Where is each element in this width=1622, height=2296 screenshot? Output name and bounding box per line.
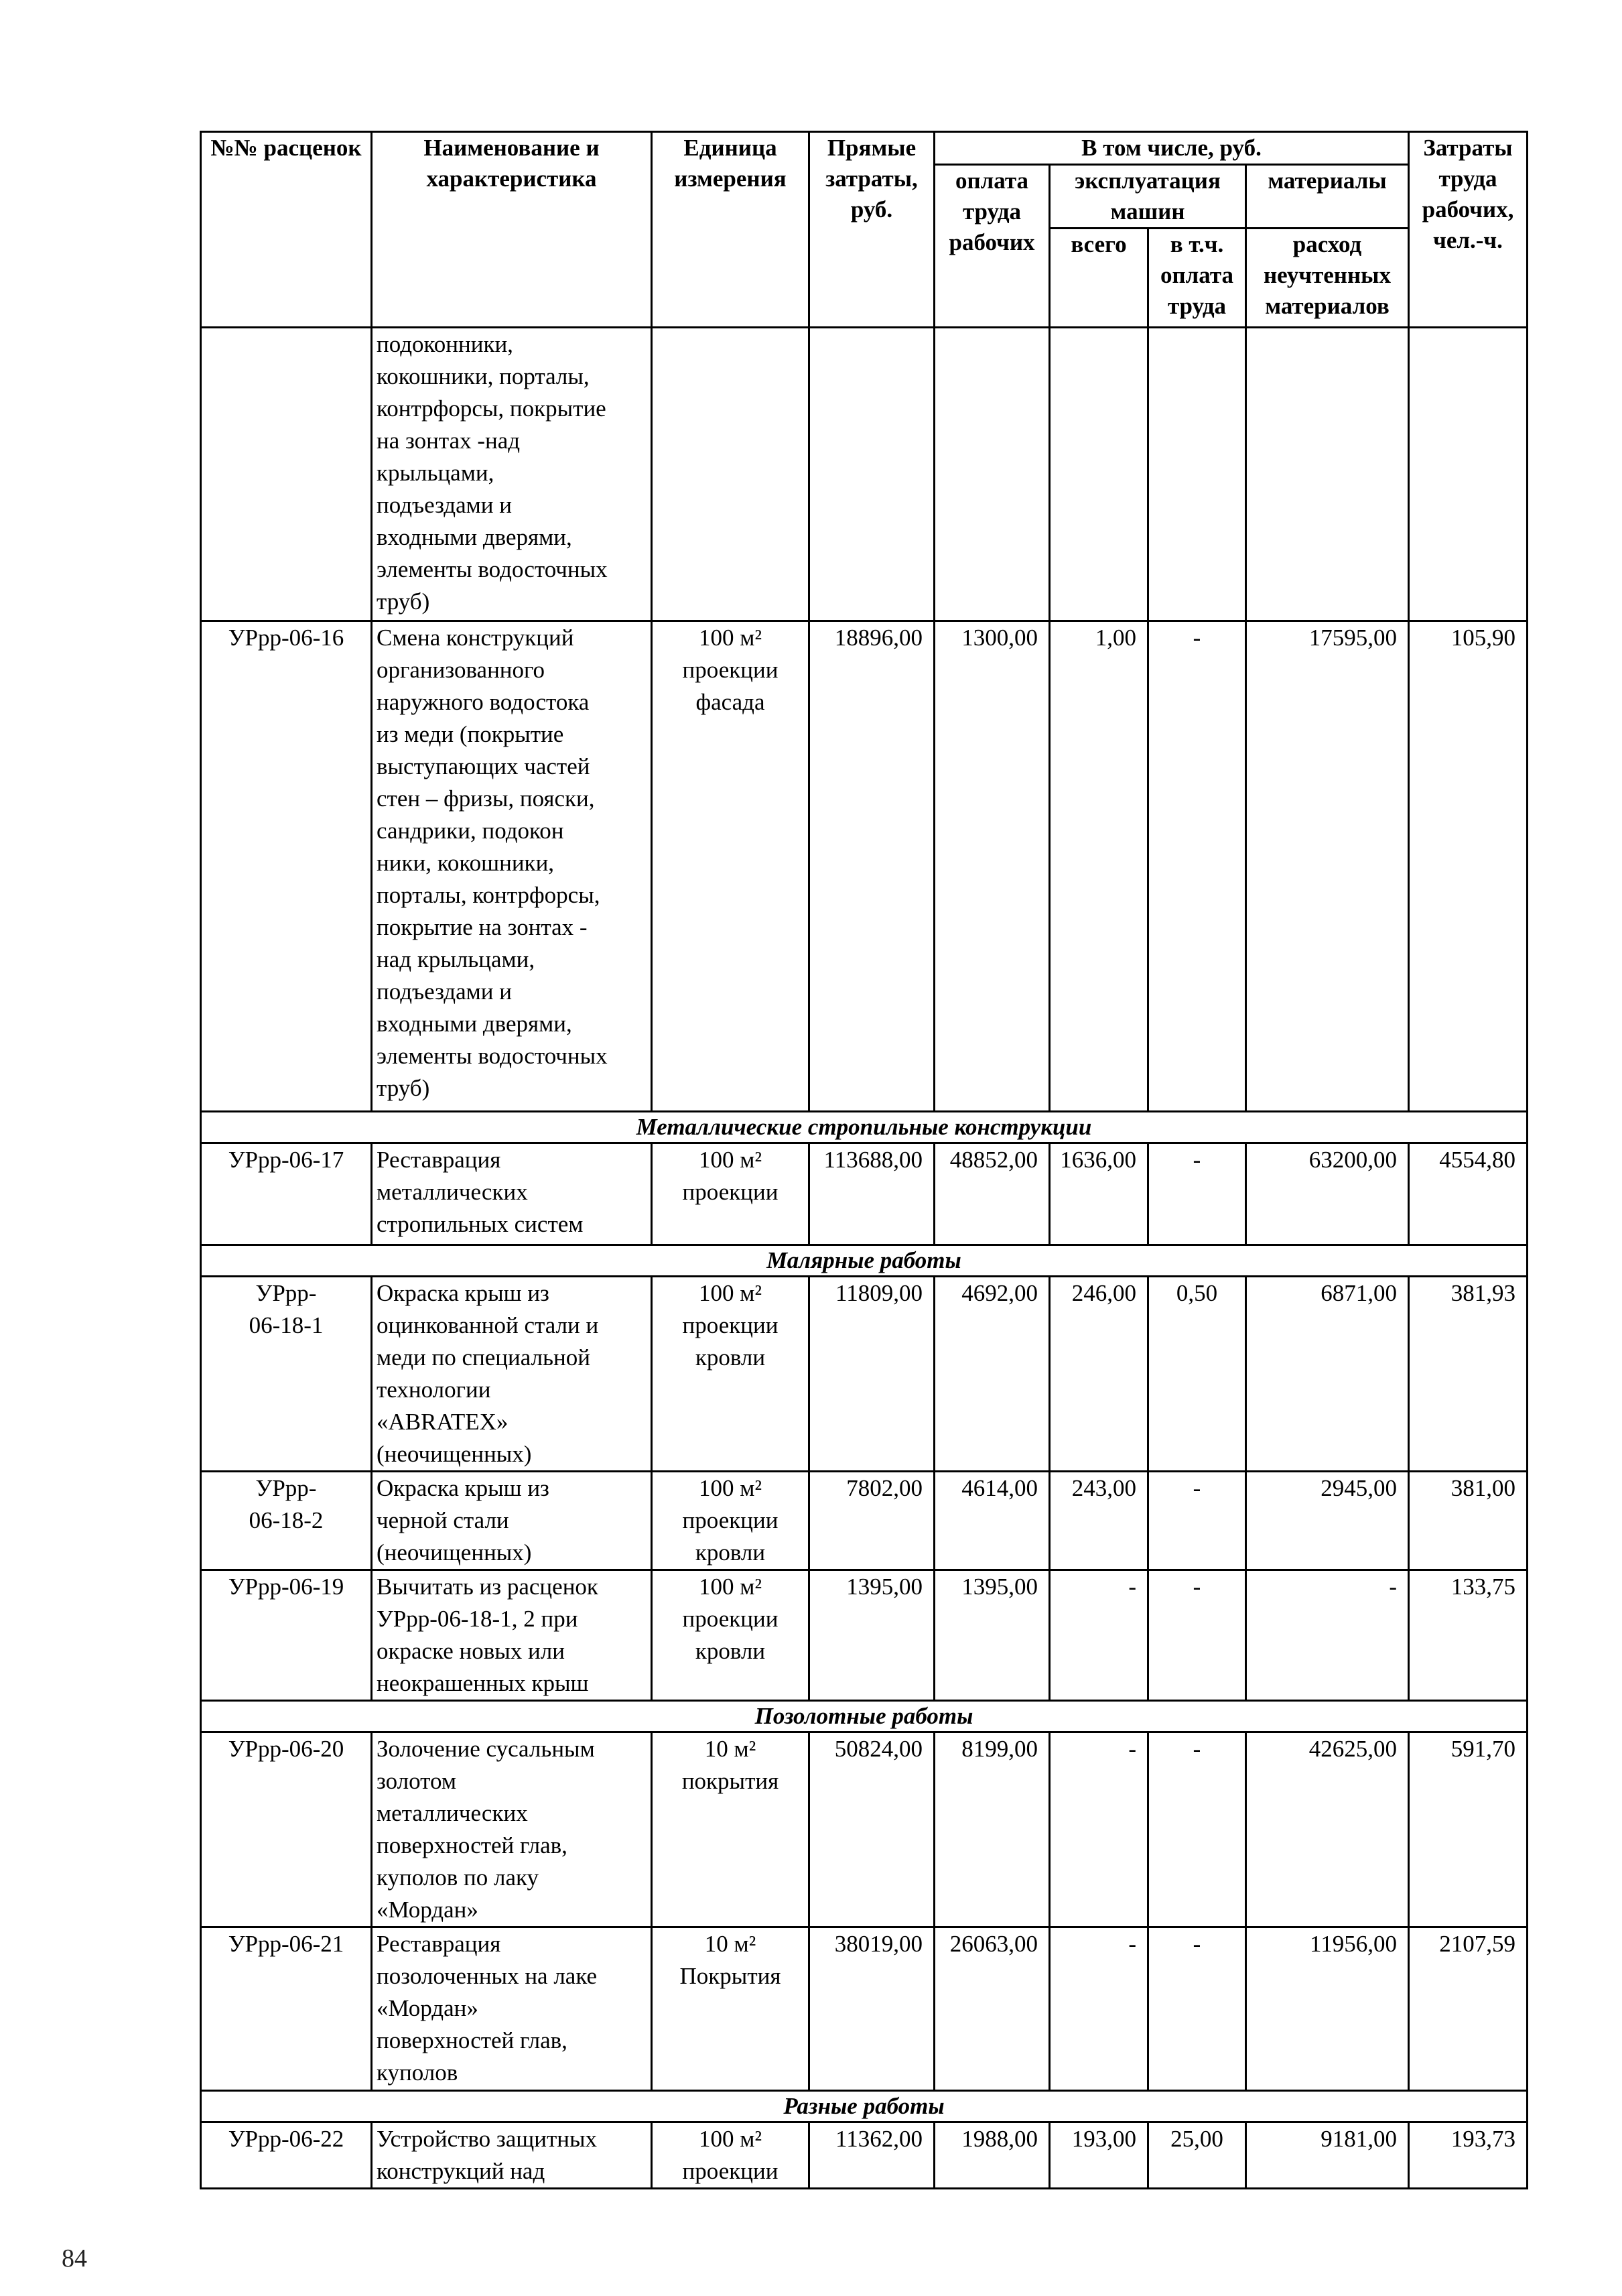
code: УРрр-06-17	[201, 1143, 372, 1245]
materials-cost: 63200,00	[1246, 1143, 1409, 1245]
page-number: 84	[62, 2244, 87, 2273]
table-body	[201, 328, 1528, 2189]
code: УРрр-06-19	[201, 1570, 372, 1701]
section-row	[201, 1701, 1528, 1732]
machines-labor-pay: -	[1148, 1472, 1246, 1570]
measure-unit: 100 м² проекции фасада	[652, 621, 809, 1112]
section-title: Малярные работы	[201, 1245, 1528, 1277]
measure-unit: 100 м² проекции кровли	[652, 1277, 809, 1472]
machines-labor-pay: 0,50	[1148, 1277, 1246, 1472]
rate-description: Реставрация металлических стропильных систем	[372, 1143, 652, 1245]
machines-total: 193,00	[1050, 2122, 1148, 2189]
labor-hours: 381,93	[1409, 1277, 1528, 1472]
labor-pay: 1988,00	[935, 2122, 1050, 2189]
labor-hours: 105,90	[1409, 621, 1528, 1112]
materials-cost: 11956,00	[1246, 1927, 1409, 2091]
labor-hours: 2107,59	[1409, 1927, 1528, 2091]
section-row	[201, 2091, 1528, 2122]
direct-cost: 1395,00	[809, 1570, 935, 1701]
measure-unit: 100 м² проекции	[652, 1143, 809, 1245]
measure-unit: 100 м² проекции	[652, 2122, 809, 2189]
header-unit: Единица измерения	[652, 132, 809, 328]
machines-labor-pay: -	[1148, 1732, 1246, 1927]
materials-cost: 2945,00	[1246, 1472, 1409, 1570]
machines-total: 1636,00	[1050, 1143, 1148, 1245]
direct-cost: 11362,00	[809, 2122, 935, 2189]
rate-row	[201, 2122, 1528, 2189]
continuation-description: подоконники, кокошники, порталы, контрфорсы, покрытие на зонтах -над крыльцами, подъездами и входными дверями, элементы водосточных труб)	[372, 328, 652, 621]
header-machines-labor-pay: в т.ч. оплата труда	[1148, 229, 1246, 328]
header-materials: материалы	[1246, 165, 1409, 229]
rate-row	[201, 1570, 1528, 1701]
labor-pay: 26063,00	[935, 1927, 1050, 2091]
section-row	[201, 1245, 1528, 1277]
continuation-row	[201, 328, 1528, 621]
measure-unit: 100 м² проекции кровли	[652, 1570, 809, 1701]
machines-total: -	[1050, 1570, 1148, 1701]
code: УРрр- 06-18-2	[201, 1472, 372, 1570]
labor-hours: 193,73	[1409, 2122, 1528, 2189]
machines-total: 243,00	[1050, 1472, 1148, 1570]
header-name: Наименование и характеристика	[372, 132, 652, 328]
machines-labor-pay: -	[1148, 1143, 1246, 1245]
labor-hours: 4554,80	[1409, 1143, 1528, 1245]
labor-hours: 381,00	[1409, 1472, 1528, 1570]
header-code: №№ расценок	[201, 132, 372, 328]
rate-row	[201, 1472, 1528, 1570]
materials-cost: -	[1246, 1570, 1409, 1701]
header-direct-cost: Прямые затраты, руб.	[809, 132, 935, 328]
rate-row	[201, 1277, 1528, 1472]
machines-total: 1,00	[1050, 621, 1148, 1112]
labor-pay: 4692,00	[935, 1277, 1050, 1472]
rate-row	[201, 1732, 1528, 1927]
labor-hours: 133,75	[1409, 1570, 1528, 1701]
section-title: Разные работы	[201, 2091, 1528, 2122]
rate-row	[201, 1143, 1528, 1245]
labor-pay: 8199,00	[935, 1732, 1050, 1927]
measure-unit: 10 м² покрытия	[652, 1732, 809, 1927]
header-labor-cost: Затраты труда рабочих, чел.-ч.	[1409, 132, 1528, 328]
labor-pay: 4614,00	[935, 1472, 1050, 1570]
header-materials-unaccounted: расход неучтенных материалов	[1246, 229, 1409, 328]
section-title: Металлические стропильные конструкции	[201, 1112, 1528, 1143]
direct-cost: 18896,00	[809, 621, 935, 1112]
machines-total: -	[1050, 1732, 1148, 1927]
direct-cost: 11809,00	[809, 1277, 935, 1472]
measure-unit: 10 м² Покрытия	[652, 1927, 809, 2091]
header-machines: эксплуатация машин	[1050, 165, 1246, 229]
machines-labor-pay: 25,00	[1148, 2122, 1246, 2189]
machines-total: 246,00	[1050, 1277, 1148, 1472]
header-including: В том числе, руб.	[935, 132, 1409, 165]
code: УРрр-06-21	[201, 1927, 372, 2091]
header-labor-pay: оплата труда рабочих	[935, 165, 1050, 328]
direct-cost: 7802,00	[809, 1472, 935, 1570]
machines-total: -	[1050, 1927, 1148, 2091]
header-machines-total: всего	[1050, 229, 1148, 328]
machines-labor-pay: -	[1148, 1570, 1246, 1701]
labor-pay: 48852,00	[935, 1143, 1050, 1245]
table-header	[201, 132, 1528, 328]
code: УРрр-06-22	[201, 2122, 372, 2189]
rate-description: Окраска крыш из оцинкованной стали и меди по специальной технологии «ABRATEX» (неочищенных)	[372, 1277, 652, 1472]
rate-description: Окраска крыш из черной стали (неочищенных)	[372, 1472, 652, 1570]
labor-pay: 1300,00	[935, 621, 1050, 1112]
rates-table	[200, 131, 1528, 2189]
rate-row	[201, 621, 1528, 1112]
rate-description: Реставрация позолоченных на лаке «Мордан» поверхностей глав, куполов	[372, 1927, 652, 2091]
direct-cost: 38019,00	[809, 1927, 935, 2091]
materials-cost: 42625,00	[1246, 1732, 1409, 1927]
rate-description: Золочение сусальным золотом металлических поверхностей глав, куполов по лаку «Мордан»	[372, 1732, 652, 1927]
code: УРрр-06-16	[201, 621, 372, 1112]
rate-row	[201, 1927, 1528, 2091]
machines-labor-pay: -	[1148, 621, 1246, 1112]
rate-description: Вычитать из расценок УРрр-06-18-1, 2 при окраске новых или неокрашенных крыш	[372, 1570, 652, 1701]
machines-labor-pay: -	[1148, 1927, 1246, 2091]
direct-cost: 113688,00	[809, 1143, 935, 1245]
materials-cost: 9181,00	[1246, 2122, 1409, 2189]
direct-cost: 50824,00	[809, 1732, 935, 1927]
code: УРрр- 06-18-1	[201, 1277, 372, 1472]
measure-unit: 100 м² проекции кровли	[652, 1472, 809, 1570]
section-row	[201, 1112, 1528, 1143]
labor-hours: 591,70	[1409, 1732, 1528, 1927]
section-title: Позолотные работы	[201, 1701, 1528, 1732]
labor-pay: 1395,00	[935, 1570, 1050, 1701]
rate-description: Смена конструкций организованного наружного водостока из меди (покрытие выступающих частей стен – фризы, пояски, сандрики, подокон ники, кокошники, порталы, контрфорсы, покрытие на зонтах - над крыльцами, подъездами и входными дверями, элементы водосточных труб)	[372, 621, 652, 1112]
code: УРрр-06-20	[201, 1732, 372, 1927]
materials-cost: 17595,00	[1246, 621, 1409, 1112]
rate-description: Устройство защитных конструкций над	[372, 2122, 652, 2189]
materials-cost: 6871,00	[1246, 1277, 1409, 1472]
